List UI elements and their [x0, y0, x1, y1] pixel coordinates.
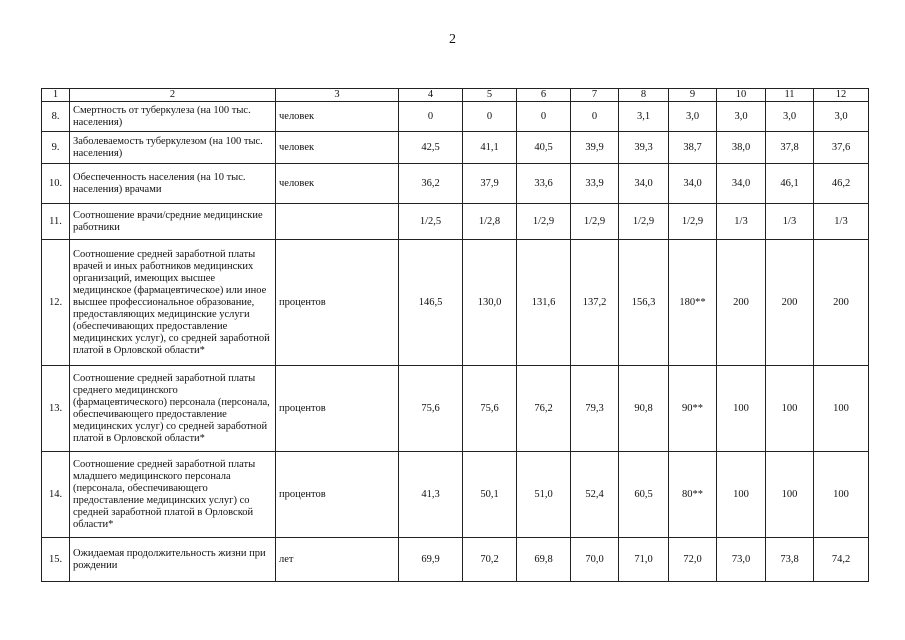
column-header: 8 [619, 89, 669, 102]
column-header: 12 [814, 89, 869, 102]
indicator-name: Соотношение врачи/средние медицинские работники [70, 204, 276, 240]
value-cell: 180** [669, 240, 717, 366]
value-cell: 34,0 [669, 164, 717, 204]
column-header: 3 [276, 89, 399, 102]
value-cell: 1/2,8 [463, 204, 517, 240]
column-header: 11 [766, 89, 814, 102]
column-header: 10 [717, 89, 766, 102]
value-cell: 79,3 [571, 366, 619, 452]
value-cell: 200 [814, 240, 869, 366]
row-number: 14. [42, 452, 70, 538]
value-cell: 131,6 [517, 240, 571, 366]
unit-cell [276, 204, 399, 240]
value-cell: 69,9 [399, 538, 463, 582]
column-header: 7 [571, 89, 619, 102]
value-cell: 36,2 [399, 164, 463, 204]
indicator-name: Соотношение средней заработной платы младшего медицинского персонала (персонала, обеспечивающего предоставление медицинских услуг) со средней заработной платой в Орловской области* [70, 452, 276, 538]
column-header: 6 [517, 89, 571, 102]
row-number: 10. [42, 164, 70, 204]
value-cell: 39,3 [619, 132, 669, 164]
value-cell: 46,2 [814, 164, 869, 204]
value-cell: 156,3 [619, 240, 669, 366]
table-row [42, 164, 869, 204]
unit-cell: процентов [276, 240, 399, 366]
value-cell: 70,0 [571, 538, 619, 582]
indicator-name: Обеспеченность населения (на 10 тыс. населения) врачами [70, 164, 276, 204]
column-header: 2 [70, 89, 276, 102]
table-row [42, 204, 869, 240]
value-cell: 0 [463, 102, 517, 132]
value-cell: 90** [669, 366, 717, 452]
unit-cell: лет [276, 538, 399, 582]
value-cell: 0 [571, 102, 619, 132]
table-row [42, 240, 869, 366]
value-cell: 100 [717, 366, 766, 452]
value-cell: 42,5 [399, 132, 463, 164]
value-cell: 41,1 [463, 132, 517, 164]
value-cell: 100 [766, 366, 814, 452]
value-cell: 46,1 [766, 164, 814, 204]
value-cell: 33,9 [571, 164, 619, 204]
value-cell: 71,0 [619, 538, 669, 582]
value-cell: 80** [669, 452, 717, 538]
row-number: 8. [42, 102, 70, 132]
value-cell: 40,5 [517, 132, 571, 164]
value-cell: 0 [517, 102, 571, 132]
column-header: 1 [42, 89, 70, 102]
value-cell: 37,8 [766, 132, 814, 164]
value-cell: 73,0 [717, 538, 766, 582]
value-cell: 100 [814, 452, 869, 538]
unit-cell: человек [276, 132, 399, 164]
column-header: 5 [463, 89, 517, 102]
value-cell: 100 [814, 366, 869, 452]
row-number: 9. [42, 132, 70, 164]
row-number: 11. [42, 204, 70, 240]
table-header-row [42, 89, 869, 102]
value-cell: 90,8 [619, 366, 669, 452]
value-cell: 1/3 [814, 204, 869, 240]
indicator-name: Ожидаемая продолжительность жизни при рождении [70, 538, 276, 582]
row-number: 13. [42, 366, 70, 452]
value-cell: 60,5 [619, 452, 669, 538]
value-cell: 3,0 [669, 102, 717, 132]
value-cell: 51,0 [517, 452, 571, 538]
value-cell: 1/3 [717, 204, 766, 240]
value-cell: 72,0 [669, 538, 717, 582]
value-cell: 3,1 [619, 102, 669, 132]
page-number: 2 [449, 32, 456, 47]
row-number: 12. [42, 240, 70, 366]
value-cell: 74,2 [814, 538, 869, 582]
value-cell: 37,6 [814, 132, 869, 164]
value-cell: 100 [766, 452, 814, 538]
value-cell: 38,7 [669, 132, 717, 164]
value-cell: 0 [399, 102, 463, 132]
indicator-name: Заболеваемость туберкулезом (на 100 тыс. населения) [70, 132, 276, 164]
value-cell: 38,0 [717, 132, 766, 164]
value-cell: 75,6 [399, 366, 463, 452]
value-cell: 200 [766, 240, 814, 366]
table-row [42, 538, 869, 582]
value-cell: 200 [717, 240, 766, 366]
value-cell: 137,2 [571, 240, 619, 366]
value-cell: 3,0 [814, 102, 869, 132]
indicators-table [41, 88, 869, 582]
value-cell: 76,2 [517, 366, 571, 452]
value-cell: 1/2,9 [571, 204, 619, 240]
value-cell: 33,6 [517, 164, 571, 204]
indicator-name: Соотношение средней заработной платы среднего медицинского (фармацевтического) персонала (персонала, обеспечивающего предоставление медицинских услуг) со средней заработной платой в Орловской области* [70, 366, 276, 452]
value-cell: 1/2,9 [669, 204, 717, 240]
value-cell: 34,0 [717, 164, 766, 204]
value-cell: 130,0 [463, 240, 517, 366]
value-cell: 41,3 [399, 452, 463, 538]
unit-cell: человек [276, 102, 399, 132]
unit-cell: человек [276, 164, 399, 204]
value-cell: 34,0 [619, 164, 669, 204]
value-cell: 1/2,5 [399, 204, 463, 240]
column-header: 9 [669, 89, 717, 102]
value-cell: 52,4 [571, 452, 619, 538]
value-cell: 146,5 [399, 240, 463, 366]
unit-cell: процентов [276, 452, 399, 538]
table-row [42, 132, 869, 164]
table-row [42, 102, 869, 132]
column-header: 4 [399, 89, 463, 102]
value-cell: 3,0 [717, 102, 766, 132]
unit-cell: процентов [276, 366, 399, 452]
value-cell: 39,9 [571, 132, 619, 164]
indicator-name: Соотношение средней заработной платы врачей и иных работников медицинских организаций, имеющих высшее медицинское (фармацевтическое) или иное высшее профессиональное образование, предоставляющих медицинские услуги (обеспечивающих предоставление медицинских услуг), со средней заработной платой в Орловской области* [70, 240, 276, 366]
value-cell: 37,9 [463, 164, 517, 204]
table-row [42, 366, 869, 452]
row-number: 15. [42, 538, 70, 582]
value-cell: 1/3 [766, 204, 814, 240]
value-cell: 50,1 [463, 452, 517, 538]
table-row [42, 452, 869, 538]
value-cell: 1/2,9 [517, 204, 571, 240]
value-cell: 73,8 [766, 538, 814, 582]
value-cell: 1/2,9 [619, 204, 669, 240]
value-cell: 70,2 [463, 538, 517, 582]
indicator-name: Смертность от туберкулеза (на 100 тыс. населения) [70, 102, 276, 132]
value-cell: 100 [717, 452, 766, 538]
value-cell: 75,6 [463, 366, 517, 452]
value-cell: 3,0 [766, 102, 814, 132]
value-cell: 69,8 [517, 538, 571, 582]
